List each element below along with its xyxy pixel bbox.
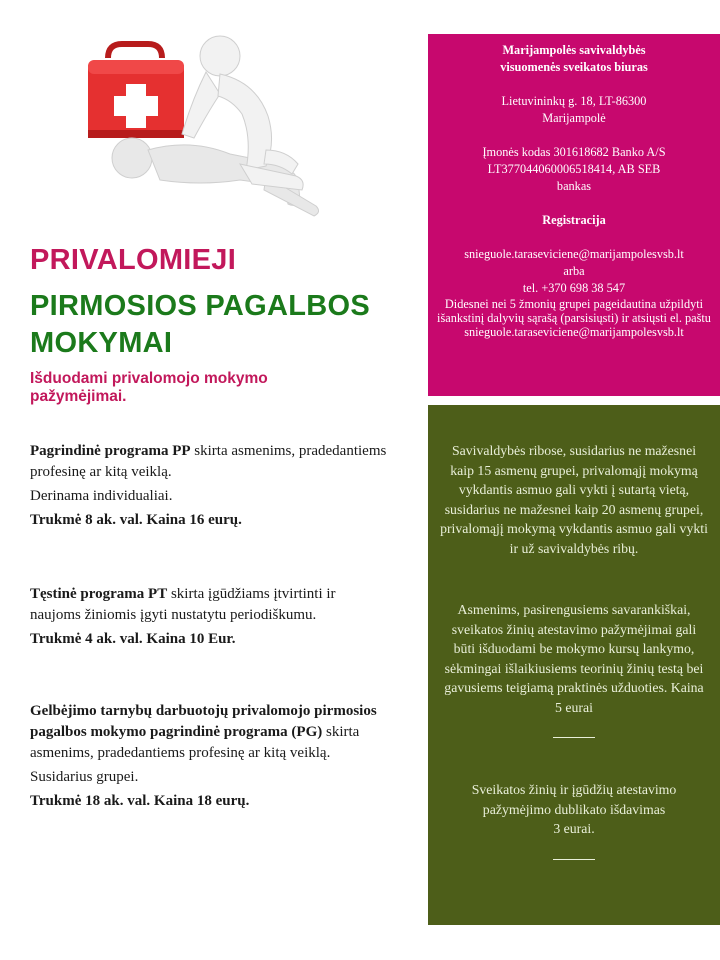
program-desc: skirta įgūdžiams įtvirtinti ir naujoms žiniomis įgyti nustatytu periodiškumu.	[30, 586, 336, 623]
program-desc: skirta asmenims, pradedantiems profesinę ar kitą veiklą.	[30, 724, 360, 761]
program-pp	[30, 441, 390, 531]
info-group-travel: Savivaldybės ribose, susidarius ne mažesnei kaip 15 asmenų grupei, privalomąjį mokymą vykdantis asmuo gali vykti į sutartą vietą, susidarius ne mažesnei kaip 20 asmenų grupei, privalomąjį mokymą vykdantis asmuo gali vykti ir už savivaldybės ribų.	[440, 443, 708, 556]
divider	[553, 859, 595, 860]
program-price: Trukmė 18 ak. val. Kaina 18 eurų.	[30, 793, 250, 809]
subtitle: Išduodami privalomojo mokymo pažymėjimai.	[30, 370, 268, 405]
company-line1: Įmonės kodas 301618682 Banko A/S	[482, 145, 666, 159]
group-note: Didesnei nei 5 žmonių grupei pageidautina užpildyti išankstinį dalyvių sąrašą (parsisiųsti) ir atsiųsti el. paštu	[437, 297, 711, 325]
company-line2: LT377044060006518414, AB SEB	[487, 162, 661, 176]
program-pg	[30, 701, 390, 812]
info-duplicate-line2: 3 eurai.	[553, 821, 595, 836]
program-description	[30, 584, 390, 626]
program-title: Tęstinė programa PT	[30, 586, 168, 602]
program-title: Gelbėjimo tarnybų darbuotojų privalomojo pirmosios pagalbos mokymo pagrindinė programa (PG)	[30, 703, 377, 740]
program-note: Derinama individualiai.	[30, 488, 173, 504]
program-pt	[30, 584, 390, 650]
contact-panel	[428, 34, 720, 396]
program-description	[30, 441, 390, 483]
registration-email-link-2[interactable]: snieguole.taraseviciene@marijampolesvsb.lt	[464, 325, 684, 339]
registration-heading: Registracija	[542, 213, 606, 227]
program-description	[30, 701, 390, 764]
program-title: Pagrindinė programa PP	[30, 443, 191, 459]
info-panel	[428, 405, 720, 925]
org-name-line2: visuomenės sveikatos biuras	[500, 60, 648, 74]
phone-number[interactable]: tel. +370 698 38 547	[522, 281, 626, 295]
or-text: arba	[563, 264, 585, 278]
program-price: Trukmė 8 ak. val. Kaina 16 eurų.	[30, 512, 242, 528]
first-aid-kit-icon	[88, 44, 184, 138]
program-price: Trukmė 4 ak. val. Kaina 10 Eur.	[30, 631, 236, 647]
address-line2: Marijampolė	[542, 111, 606, 125]
program-desc: skirta asmenims, pradedantiems profesinę ar kitą veiklą.	[30, 443, 387, 480]
company-line3: bankas	[556, 179, 592, 193]
info-self-study-attestation: Asmenims, pasirengusiems savarankiškai, sveikatos žinių atestavimo pažymėjimai gali būti išduodami be mokymo kursų lankymo, sėkmingai išlaikiusiems teorinių žinių testą bei gavusiems teigiamą praktinės užduoties. Kaina 5 eurai	[444, 602, 704, 715]
org-name-line1: Marijampolės savivaldybės	[502, 43, 646, 57]
registration-email-link[interactable]: snieguole.taraseviciene@marijampolesvsb.lt	[464, 247, 684, 261]
program-note: Susidarius grupei.	[30, 769, 139, 785]
first-aid-cpr-illustration	[70, 30, 330, 220]
info-duplicate-line1: Sveikatos žinių ir įgūdžių atestavimo pažymėjimo dublikato išdavimas	[471, 782, 677, 817]
title-line-privalomieji: PRIVALOMIEJI	[30, 244, 237, 276]
address-line1: Lietuvininkų g. 18, LT-86300	[501, 94, 647, 108]
title-line-pirmosios-pagalbos: PIRMOSIOS PAGALBOS MOKYMAI	[30, 290, 371, 359]
